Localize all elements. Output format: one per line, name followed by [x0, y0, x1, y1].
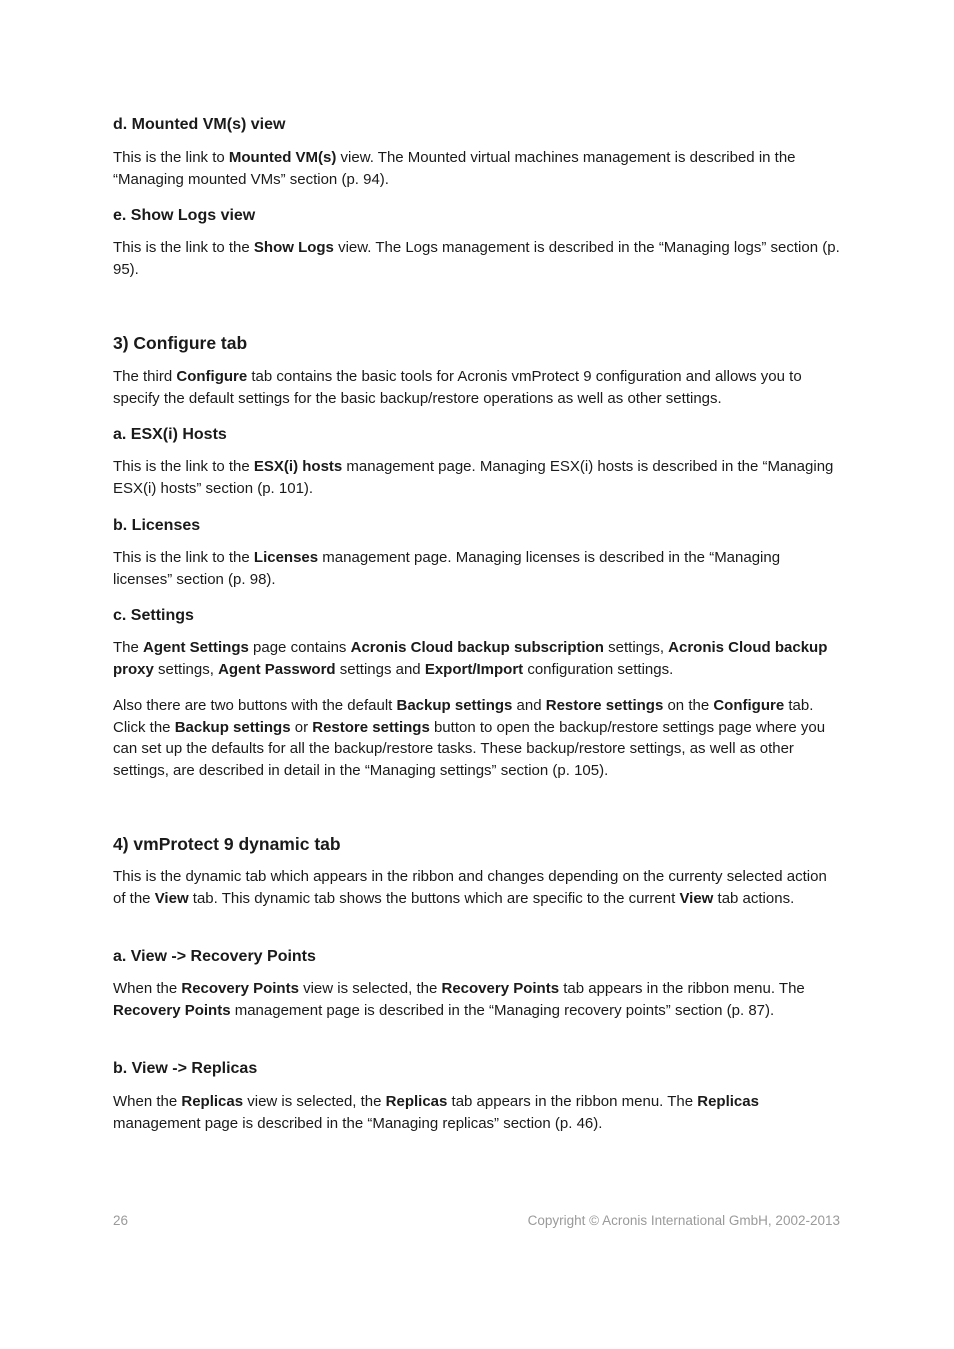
- bold-term: Configure: [176, 368, 248, 385]
- bold-term: Agent Password: [218, 660, 336, 678]
- bold-term: Acronis Cloud backup proxy: [113, 639, 828, 678]
- section-heading-mounted-vms: d. Mounted VM(s) view: [113, 116, 286, 133]
- paragraph-recovery-points: When the Recovery Points view is selected, the Recovery Points tab appears in the ribbon menu. The Recovery Points management page is described in the “Managing recovery points” section (p. 87).: [113, 980, 805, 1019]
- bold-term: Backup settings: [396, 697, 513, 714]
- section-heading-show-logs: e. Show Logs view: [113, 207, 256, 224]
- paragraph-esx-hosts: This is the link to the ESX(i) hosts management page. Managing ESX(i) hosts is described in the “Managing ESX(i) hosts” section (p. 101).: [113, 458, 834, 497]
- bold-term: View: [154, 889, 189, 907]
- bold-term: Backup settings: [174, 718, 291, 736]
- section-heading-recovery-points: a. View -> Recovery Points: [113, 948, 316, 965]
- section-heading-licenses: b. Licenses: [113, 517, 201, 534]
- copyright-notice: Copyright © Acronis International GmbH, 2002-2013: [527, 1213, 840, 1228]
- paragraph-dynamic-tab: This is the dynamic tab which appears in the ribbon and changes depending on the currenty selected action of the View tab. This dynamic tab shows the buttons which are specific to the current View tab actions.: [113, 868, 827, 907]
- bold-term: Restore settings: [312, 718, 430, 736]
- section-heading-replicas: b. View -> Replicas: [113, 1060, 258, 1077]
- bold-term: Agent Settings: [143, 639, 249, 656]
- bold-term: Replicas: [697, 1093, 759, 1110]
- bold-term: Show Logs: [253, 239, 334, 256]
- bold-term: Recovery Points: [441, 980, 560, 997]
- bold-term: Acronis Cloud backup subscription: [350, 639, 604, 656]
- bold-term: Recovery Points: [113, 1001, 231, 1019]
- section-heading-esx-hosts: a. ESX(i) Hosts: [113, 426, 227, 443]
- bold-term: View: [679, 889, 714, 907]
- bold-term: Restore settings: [545, 697, 664, 714]
- bold-term: Configure: [713, 697, 785, 714]
- paragraph-backup-restore-settings: Also there are two buttons with the default Backup settings and Restore settings on the Configure tab. Click the Backup settings or Restore settings button to open the backup/restore settings page where you can set up the defaults for all the backup/restore tasks. These backup/restore settings, as well as other settings, are described in detail in the “Managing settings” section (p. 105).: [113, 697, 826, 779]
- paragraph-mounted-vms: This is the link to Mounted VM(s) view. The Mounted virtual machines management is described in the “Managing mounted VMs” section (p. 94).: [113, 149, 796, 188]
- paragraph-replicas: When the Replicas view is selected, the Replicas tab appears in the ribbon menu. The Replicas management page is described in the “Managing replicas” section (p. 46).: [113, 1093, 759, 1132]
- paragraph-licenses: This is the link to the Licenses management page. Managing licenses is described in the “Managing licenses” section (p. 98).: [113, 549, 781, 588]
- paragraph-agent-settings: The Agent Settings page contains Acronis Cloud backup subscription settings, Acronis Cloud backup proxy settings, Agent Password settings and Export/Import configuration settings.: [113, 639, 828, 678]
- paragraph-configure-tab: The third Configure tab contains the basic tools for Acronis vmProtect 9 configuration and allows you to specify the default settings for the basic backup/restore operations as well as other settings.: [113, 368, 802, 407]
- paragraph-show-logs: This is the link to the Show Logs view. The Logs management is described in the “Managing logs” section (p. 95).: [113, 239, 840, 278]
- bold-term: ESX(i) hosts: [253, 458, 343, 475]
- bold-term: Replicas: [385, 1093, 448, 1110]
- bold-term: Export/Import: [424, 660, 524, 678]
- bold-term: Licenses: [253, 549, 319, 566]
- bold-term: Replicas: [181, 1093, 244, 1110]
- bold-term: Recovery Points: [181, 980, 299, 997]
- section-heading-settings: c. Settings: [113, 607, 194, 624]
- page-number: 26: [113, 1213, 129, 1228]
- section-heading-configure-tab: 3) Configure tab: [113, 333, 248, 353]
- bold-term: Mounted VM(s): [228, 149, 337, 166]
- section-heading-dynamic-tab: 4) vmProtect 9 dynamic tab: [113, 834, 341, 854]
